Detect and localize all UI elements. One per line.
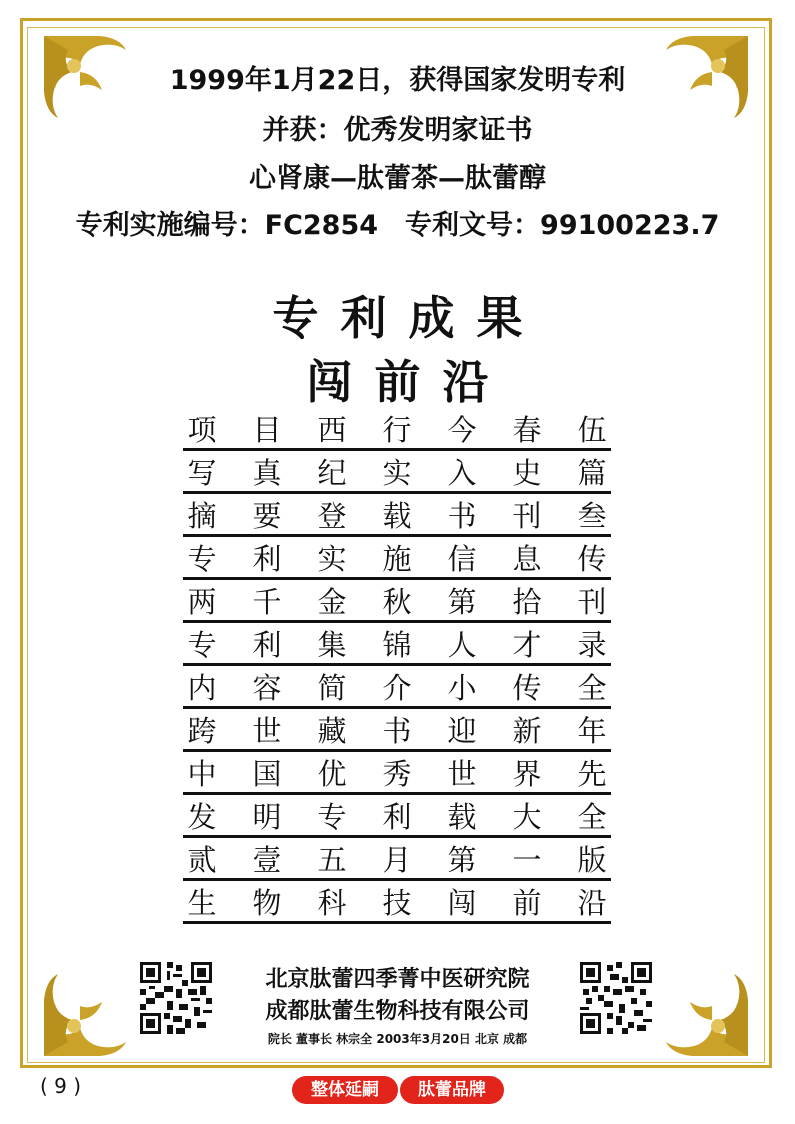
poem-character: 版	[577, 842, 607, 877]
poem-character: 全	[577, 670, 607, 705]
tag-badge: 肽蕾品牌	[400, 1076, 504, 1104]
poem-character: 今	[447, 412, 477, 447]
poem-character: 纪	[317, 455, 347, 490]
poem-character: 西	[317, 412, 347, 447]
poem-character: 才	[512, 627, 542, 662]
poem-character: 发	[187, 799, 217, 834]
poem-character: 小	[447, 670, 477, 705]
award-line: 并获：优秀发明家证书	[262, 115, 533, 146]
poem-character: 中	[187, 756, 217, 791]
poem-character: 世	[447, 756, 477, 791]
tag-badge: 整体延嗣	[292, 1076, 398, 1104]
poem-character: 集	[317, 627, 347, 662]
poem-character: 录	[577, 627, 607, 662]
poem-character: 千	[252, 584, 282, 619]
poem-character: 载	[382, 498, 412, 533]
poem-character: 月	[382, 842, 412, 877]
poem-character: 第	[447, 842, 477, 877]
product-line: 心肾康—肽蕾茶—肽蕾醇	[249, 163, 546, 194]
page-number: ( 9 )	[40, 1074, 82, 1098]
poem-character: 拾	[512, 584, 542, 619]
poem-character: 秀	[382, 756, 412, 791]
poem-row	[183, 666, 611, 709]
poem-character: 第	[447, 584, 477, 619]
poem-character: 秋	[382, 584, 412, 619]
poem-row	[183, 709, 611, 752]
poem-character: 刊	[577, 584, 607, 619]
institute-name: 北京肽蕾四季菁中医研究院	[265, 967, 530, 992]
poem-character: 内	[187, 670, 217, 705]
poem-character: 五	[317, 842, 347, 877]
poem-row	[183, 580, 611, 623]
poem-character: 一	[512, 842, 542, 877]
poem-character: 壹	[252, 842, 282, 877]
company-name: 成都肽蕾生物科技有限公司	[265, 999, 530, 1024]
poem-character: 国	[252, 756, 282, 791]
poem-character: 技	[382, 885, 412, 920]
poem-character: 科	[317, 885, 347, 920]
poem-character: 利	[252, 541, 282, 576]
poem-character: 年	[577, 713, 607, 748]
poem-character: 明	[252, 799, 282, 834]
main-title: 专利成果	[272, 291, 545, 345]
poem-character: 史	[512, 455, 542, 490]
poem-character: 物	[252, 885, 282, 920]
poem-character: 施	[382, 541, 412, 576]
poem-character: 闯	[447, 885, 477, 920]
poem-character: 目	[252, 412, 282, 447]
poem-character: 要	[252, 498, 282, 533]
poem-character: 登	[317, 498, 347, 533]
poem-row	[183, 881, 611, 924]
poem-row	[183, 623, 611, 666]
poem-character: 真	[252, 455, 282, 490]
poem-character: 两	[187, 584, 217, 619]
poem-character: 容	[252, 670, 282, 705]
poem-character: 书	[382, 713, 412, 748]
poem-grid	[183, 408, 611, 924]
poem-character: 生	[187, 885, 217, 920]
patent-number-line: 专利实施编号：FC2854 专利文号：99100223.7	[75, 210, 720, 241]
poem-character: 简	[317, 670, 347, 705]
poem-character: 行	[382, 412, 412, 447]
poem-character: 篇	[577, 455, 607, 490]
poem-row	[183, 408, 611, 451]
patent-date-line: 1999年1月22日，获得国家发明专利	[169, 65, 626, 96]
poem-character: 新	[512, 713, 542, 748]
poem-character: 人	[447, 627, 477, 662]
poem-character: 藏	[317, 713, 347, 748]
poem-character: 实	[317, 541, 347, 576]
poem-row	[183, 752, 611, 795]
poem-row	[183, 451, 611, 494]
poem-row	[183, 795, 611, 838]
poem-character: 贰	[187, 842, 217, 877]
poem-character: 优	[317, 756, 347, 791]
poem-character: 专	[187, 627, 217, 662]
poem-character: 大	[512, 799, 542, 834]
poem-character: 全	[577, 799, 607, 834]
poem-character: 沿	[577, 885, 607, 920]
poem-character: 息	[512, 541, 542, 576]
poem-character: 利	[252, 627, 282, 662]
poem-character: 入	[447, 455, 477, 490]
poem-character: 界	[512, 756, 542, 791]
poem-character: 载	[447, 799, 477, 834]
poem-character: 锦	[382, 627, 412, 662]
poem-character: 前	[512, 885, 542, 920]
sub-title: 闯前沿	[306, 355, 511, 409]
poem-character: 介	[382, 670, 412, 705]
poem-row	[183, 537, 611, 580]
poem-character: 利	[382, 799, 412, 834]
poem-character: 信	[447, 541, 477, 576]
poem-character: 刊	[512, 498, 542, 533]
poem-character: 专	[187, 541, 217, 576]
poem-character: 迎	[447, 713, 477, 748]
poem-row	[183, 838, 611, 881]
poem-character: 写	[187, 455, 217, 490]
poem-character: 项	[187, 412, 217, 447]
poem-character: 春	[512, 412, 542, 447]
poem-character: 世	[252, 713, 282, 748]
poem-character: 先	[577, 756, 607, 791]
poem-character: 跨	[187, 713, 217, 748]
poem-character: 金	[317, 584, 347, 619]
poem-character: 伍	[577, 412, 607, 447]
poem-character: 传	[512, 670, 542, 705]
poem-character: 摘	[187, 498, 217, 533]
poem-row	[183, 494, 611, 537]
poem-character: 专	[317, 799, 347, 834]
signature-line: 院长 董事长 林宗全 2003年3月20日 北京 成都	[267, 1032, 528, 1046]
poem-character: 实	[382, 455, 412, 490]
poem-character: 书	[447, 498, 477, 533]
poem-character: 叁	[577, 498, 607, 533]
poem-character: 传	[577, 541, 607, 576]
